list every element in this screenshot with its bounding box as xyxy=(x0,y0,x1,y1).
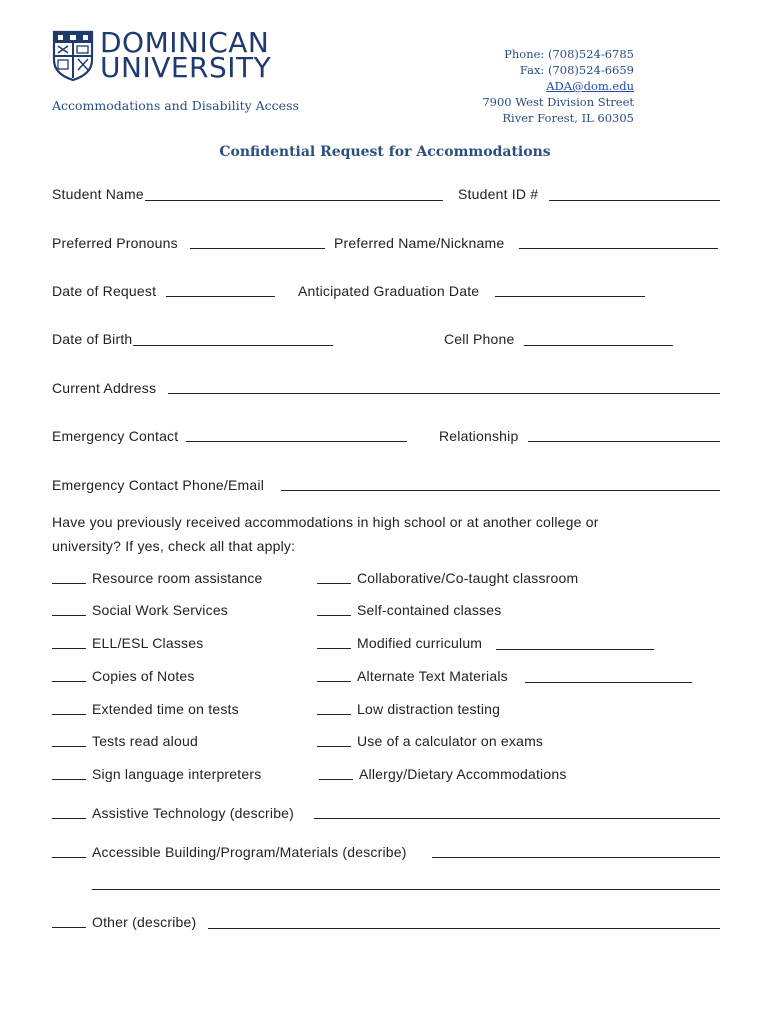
checkbox-blank[interactable] xyxy=(317,734,351,747)
student-name-input[interactable] xyxy=(145,200,443,201)
cell-phone-label: Cell Phone xyxy=(444,331,515,347)
option-calculator[interactable]: Use of a calculator on exams xyxy=(317,733,543,749)
contact-phone: Phone: (708)524-6785 xyxy=(504,47,634,61)
contact-email-link[interactable]: ADA@dom.edu xyxy=(546,79,634,93)
accessible-building-input[interactable] xyxy=(432,857,720,858)
checkbox-blank[interactable] xyxy=(52,603,86,616)
pronouns-input[interactable] xyxy=(190,248,325,249)
address-input[interactable] xyxy=(168,393,720,394)
contact-fax: Fax: (708)524-6659 xyxy=(519,63,634,77)
student-id-label: Student ID # xyxy=(458,186,539,202)
contact-block xyxy=(482,46,634,126)
contact-city: River Forest, IL 60305 xyxy=(502,111,634,125)
option-self-contained[interactable]: Self-contained classes xyxy=(317,602,501,618)
checkbox-blank[interactable] xyxy=(52,915,86,928)
option-other[interactable]: Other (describe) xyxy=(52,914,196,930)
checkbox-blank[interactable] xyxy=(317,571,351,584)
checkbox-blank[interactable] xyxy=(52,571,86,584)
relationship-input[interactable] xyxy=(528,441,720,442)
option-social-work[interactable]: Social Work Services xyxy=(52,602,228,618)
student-id-input[interactable] xyxy=(549,200,720,201)
address-label: Current Address xyxy=(52,380,157,396)
other-input[interactable] xyxy=(208,928,720,929)
option-tests-read-aloud[interactable]: Tests read aloud xyxy=(52,733,198,749)
option-extended-time[interactable]: Extended time on tests xyxy=(52,701,239,717)
checkbox-blank[interactable] xyxy=(52,806,86,819)
grad-date-input[interactable] xyxy=(495,296,645,297)
emergency-contact-label: Emergency Contact xyxy=(52,428,179,444)
cell-phone-input[interactable] xyxy=(524,345,673,346)
date-request-label: Date of Request xyxy=(52,283,157,299)
option-co-taught[interactable]: Collaborative/Co-taught classroom xyxy=(317,570,578,586)
dob-label: Date of Birth xyxy=(52,331,133,347)
checkbox-blank[interactable] xyxy=(52,845,86,858)
option-modified-curriculum[interactable]: Modified curriculum xyxy=(317,635,482,651)
option-low-distraction[interactable]: Low distraction testing xyxy=(317,701,500,717)
checkbox-blank[interactable] xyxy=(52,669,86,682)
accessible-building-input-line-2[interactable] xyxy=(92,889,720,890)
emergency-phone-label: Emergency Contact Phone/Email xyxy=(52,477,265,493)
nickname-label: Preferred Name/Nickname xyxy=(334,235,505,251)
nickname-input[interactable] xyxy=(519,248,718,249)
option-copies-notes[interactable]: Copies of Notes xyxy=(52,668,195,684)
checkbox-blank[interactable] xyxy=(317,636,351,649)
alternate-text-input[interactable] xyxy=(525,682,692,683)
logo-wordmark-line1: DOMINICAN xyxy=(100,26,270,59)
question-line-2: university? If yes, check all that apply: xyxy=(52,538,296,554)
relationship-label: Relationship xyxy=(439,428,519,444)
logo-wordmark-line2: UNIVERSITY xyxy=(100,51,272,84)
option-resource-room[interactable]: Resource room assistance xyxy=(52,570,263,586)
emergency-contact-input[interactable] xyxy=(186,441,407,442)
checkbox-blank[interactable] xyxy=(52,767,86,780)
checkbox-blank[interactable] xyxy=(52,636,86,649)
contact-street: 7900 West Division Street xyxy=(482,95,634,109)
checkbox-blank[interactable] xyxy=(317,669,351,682)
modified-curriculum-input[interactable] xyxy=(496,649,654,650)
dob-input[interactable] xyxy=(133,345,333,346)
pronouns-label: Preferred Pronouns xyxy=(52,235,178,251)
checkbox-blank[interactable] xyxy=(317,702,351,715)
university-crest-icon xyxy=(52,30,94,82)
option-allergy-dietary[interactable]: Allergy/Dietary Accommodations xyxy=(319,766,567,782)
assistive-tech-input[interactable] xyxy=(314,818,720,819)
option-ell-esl[interactable]: ELL/ESL Classes xyxy=(52,635,203,651)
checkbox-blank[interactable] xyxy=(52,734,86,747)
checkbox-blank[interactable] xyxy=(317,603,351,616)
university-logo xyxy=(52,26,292,84)
question-line-1: Have you previously received accommodations in high school or at another college or xyxy=(52,514,599,530)
checkbox-blank[interactable] xyxy=(52,702,86,715)
date-request-input[interactable] xyxy=(166,296,275,297)
option-sign-language[interactable]: Sign language interpreters xyxy=(52,766,261,782)
department-name: Accommodations and Disability Access xyxy=(52,98,299,113)
grad-date-label: Anticipated Graduation Date xyxy=(298,283,480,299)
option-alternate-text[interactable]: Alternate Text Materials xyxy=(317,668,508,684)
student-name-label: Student Name xyxy=(52,186,144,202)
checkbox-blank[interactable] xyxy=(319,767,353,780)
option-accessible-building[interactable]: Accessible Building/Program/Materials (describe) xyxy=(52,844,407,860)
emergency-phone-input[interactable] xyxy=(281,490,720,491)
form-title: Confidential Request for Accommodations xyxy=(219,144,551,160)
option-assistive-tech[interactable]: Assistive Technology (describe) xyxy=(52,805,294,821)
